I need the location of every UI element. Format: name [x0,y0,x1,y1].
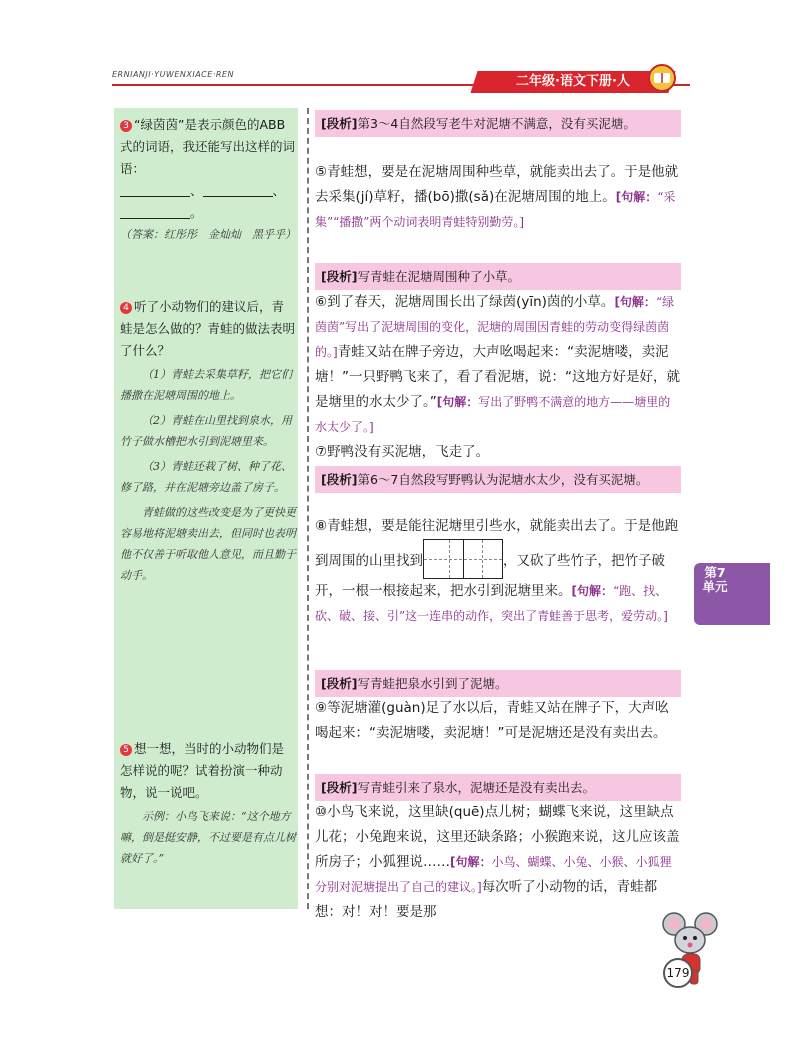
paragraph-text: ⑧青蛙想，要是能往泥塘里引些水，就能卖出去了。于是他跑到周围的山里找到 [315,518,679,569]
fill-in-boxes[interactable] [423,539,503,579]
band-tag: [段析] [321,472,358,487]
unit-side-label: 第7单元 [702,565,728,594]
analysis-band-3 [315,466,681,493]
answer-line-1: （1）青蛙去采集草籽，把它们播撒在泥塘周围的地上。 [120,368,292,402]
analysis-band-1 [315,110,681,137]
question-number-badge: 3 [120,120,132,132]
answer-example: 示例：小鸟飞来说：“这个地方嘛，倒是挺安静，不过要是有点儿树就好了。” [120,810,296,865]
question-number-badge: 4 [120,302,132,314]
gloss-text: 写出了野鸭不满意的地方——塘里的水太少了。] [315,395,671,434]
paragraph-text: ⑥到了春天，泥塘周围长出了绿茵(yīn)茵的小草。 [315,294,615,310]
question-text: 听了小动物们的建议后，青蛙是怎么做的？青蛙的做法表明了什么？ [120,299,296,358]
gloss-text: “跑、找、砍、破、接、引”这一连串的动作，突出了青蛙善于思考，爱劳动。] [315,584,668,623]
answer-summary: 青蛙做的这些改变是为了更快更容易地将泥塘卖出去，但同时也表明他不仅善于听取他人意见，而且勤于动手。 [120,506,296,582]
header-title: 二年级·语文下册·人 [516,74,630,89]
paragraph-text: ⑩小鸟飞来说，这里缺(quē)点儿树；蝴蝶飞来说，这里缺点儿花；小兔跑来说，这里还缺条路；小猴跑来说，这儿应该盖所房子；小狐狸说…… [315,804,680,870]
paragraph-6 [315,290,681,440]
band-tag: [段析] [321,676,358,691]
paragraph-9: ⑨等泥塘灌(guàn)足了水以后，青蛙又站在牌子下，大声吆喝起来：“卖泥塘喽，卖泥塘！”可是泥塘还是没有卖出去。 [315,700,669,741]
paragraph-text: 青蛙又站在牌子旁边，大声吆喝起来：“卖泥塘喽，卖泥塘！”一只野鸭飞来了，看了看泥塘，说：“这地方好是好，就是塘里的水太少了。” [315,344,680,410]
gloss-text: 小鸟、蝴蝶、小兔、小猴、小狐狸分别对泥塘提出了自己的建议。] [315,855,672,894]
question-4 [120,296,296,586]
question-number-badge: 5 [120,744,132,756]
paragraph-10 [315,800,681,925]
paragraph-5 [315,160,681,235]
gloss-text: “绿茵茵”写出了泥塘周围的变化，泥塘的周围因青蛙的劳动变得绿茵茵的。] [315,295,675,359]
band-tag: [段析] [321,269,358,284]
analysis-band-4 [315,670,681,697]
band-text: 第6～7自然段写野鸭认为泥塘水太少，没有买泥塘。 [357,472,649,487]
band-text: 第3～4自然段写老牛对泥塘不满意，没有买泥塘。 [357,116,636,131]
left-study-column [114,108,298,909]
band-tag: [段析] [321,780,358,795]
band-text: 写青蛙在泥塘周围种了小草。 [357,269,520,284]
band-text: 写青蛙把泉水引到了泥塘。 [357,676,508,691]
question-text: “绿茵茵”是表示颜色的ABB式的词语，我还能写出这样的词语： [120,117,296,176]
gloss-tag: [句解： [614,295,656,309]
gloss-tag: [句解： [450,855,492,869]
gloss-tag: [句解： [615,190,658,204]
gloss-tag: [句解： [436,395,479,409]
band-text: 写青蛙引来了泉水，泥塘还是没有卖出去。 [357,780,595,795]
paragraph-text: 每次听了小动物的话，青蛙都想：对！对！要是那 [315,879,658,920]
column-divider [307,108,309,909]
paragraph-text: ，又砍了些竹子，把竹子破开，一根一根接起来，把水引到泥塘里来。 [315,553,665,599]
paragraph-8 [315,514,681,629]
question-text: 想一想，当时的小动物们是怎样说的呢？试着扮演一种动物，说一说吧。 [120,741,285,800]
question-3 [120,114,296,245]
band-tag: [段析] [321,116,358,131]
answer-text: （答案：红彤彤 金灿灿 黑乎乎） [120,228,296,241]
page-number: 179 [663,958,693,988]
question-5 [120,738,296,869]
answer-line-3: （3）青蛙还栽了树、种了花、修了路，并在泥塘旁边盖了房子。 [120,460,292,494]
analysis-band-2 [315,263,681,290]
answer-line-2: （2）青蛙在山里找到泉水，用竹子做水槽把水引到泥塘里来。 [120,414,292,448]
analysis-band-5 [315,774,681,801]
gloss-text: “采集”“播撒”两个动词表明青蛙特别勤劳。] [315,190,676,229]
book-logo-icon [646,64,678,92]
gloss-tag: [句解： [571,584,613,598]
paragraph-text: ⑤青蛙想，要是在泥塘周围种些草，就能卖出去了。于是他就去采集(jí)草籽，播(bō)撒(sǎ)在泥塘周围的地上。 [315,164,679,205]
paragraph-7: ⑦野鸭没有买泥塘，飞走了。 [315,444,490,460]
running-header-pinyin: ERNIANJI·YUWENXIACE·REN [112,70,234,79]
answer-blanks: 、 、。 [120,180,296,224]
